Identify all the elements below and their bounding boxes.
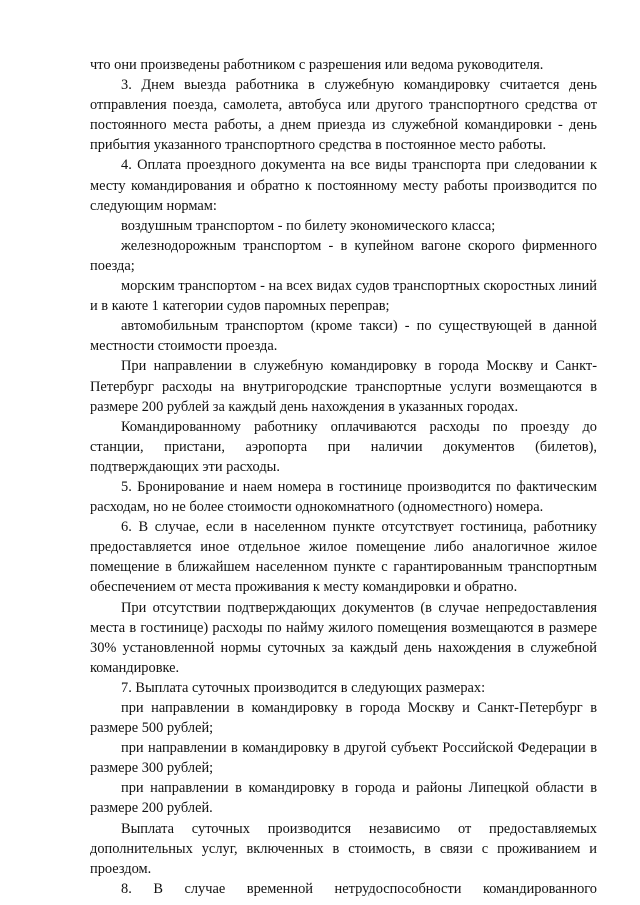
paragraph-item-4: 4. Оплата проездного документа на все виды транспорта при следовании к месту командирования и обратно к постоянному месту работы производится по следующим нормам: [90,157,597,214]
paragraph-continuation: что они произведены работником с разрешения или ведома руководителя. [90,57,544,73]
paragraph-item-7: 7. Выплата суточных производится в следующих размерах: [121,679,486,696]
paragraph-item-6: 6. В случае, если в населенном пункте отсутствует гостиница, работнику предоставляется иное отдельное жилое помещение либо аналогичное жилое помещение в ближайшем населенном пункте с гарантированным транспортным обеспечением от места проживания к месту командировки и обратно. [90,519,597,596]
paragraph-city-transport: При направлении в служебную командировку в города Москву и Санкт-Петербург расходы на внутригородские транспортные услуги возмещаются в размере 200 рублей за каждый день нахождения в указанных городах. [90,358,597,415]
paragraph-per-diem-note: Выплата суточных производится независимо от предоставляемых дополнительных услуг, включенных в стоимость, в связи с проживанием и проездом. [90,820,597,877]
paragraph-air-transport: воздушным транспортом - по билету экономического класса; [121,217,496,234]
paragraph-per-diem-moscow: при направлении в командировку в города Москву и Санкт-Петербург в размере 500 рублей; [90,700,597,737]
paragraph-sea-transport: морским транспортом - на всех видах судов транспортных скоростных линий и в каюте 1 категории судов паромных переправ; [90,278,597,315]
document-page [90,55,597,899]
paragraph-rail-transport: железнодорожным транспортом - в купейном вагоне скорого фирменного поезда; [90,237,597,274]
paragraph-road-transport: автомобильным транспортом (кроме такси) - по существующей в данной местности стоимости проезда. [90,318,597,355]
paragraph-station-travel: Командированному работнику оплачиваются расходы по проезду до станции, пристани, аэропорта при наличии документов (билетов), подтверждающих эти расходы. [90,418,597,475]
paragraph-no-documents: При отсутствии подтверждающих документов (в случае непредоставления места в гостинице) расходы по найму жилого помещения возмещаются в размере 30% установленной нормы суточных за каждый день нахождения в служебной командировке. [90,599,597,676]
paragraph-per-diem-region: при направлении в командировку в другой субъект Российской Федерации в размере 300 рублей; [90,740,597,777]
paragraph-per-diem-lipetsk: при направлении в командировку в города и районы Липецкой области в размере 200 рублей. [90,780,597,817]
paragraph-item-8: 8. В случае временной нетрудоспособности командированного [121,880,597,897]
paragraph-item-3: 3. Днем выезда работника в служебную командировку считается день отправления поезда, самолета, автобуса или другого транспортного средства от постоянного места работы, а днем приезда из служебной командировки - день прибытия указанного транспортного средства в постоянное место работы. [90,77,597,154]
paragraph-item-5: 5. Бронирование и наем номера в гостинице производится по фактическим расходам, но не более стоимости однокомнатного (одноместного) номера. [90,478,597,516]
